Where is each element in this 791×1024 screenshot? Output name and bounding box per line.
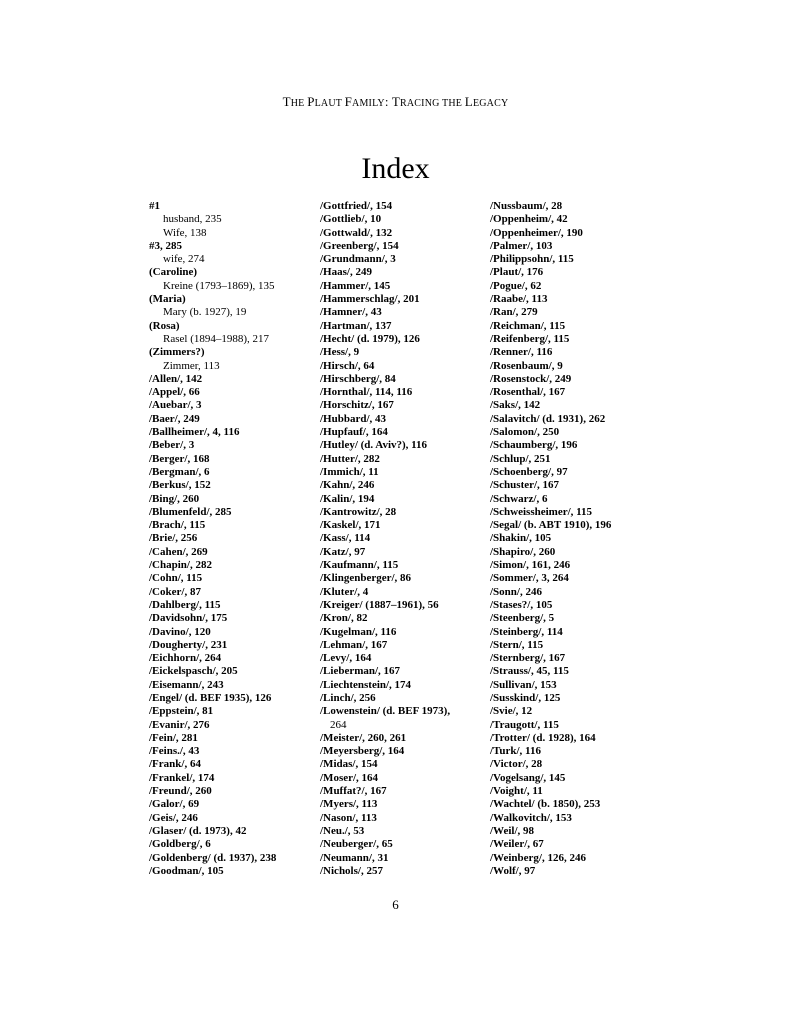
index-entry: /Greenberg/, 154	[320, 239, 399, 252]
index-entry: /Neumann/, 31	[320, 851, 389, 864]
index-entry: /Svie/, 12	[490, 705, 533, 718]
index-entry: /Kaufmann/, 115	[320, 559, 399, 572]
index-entry: /Meister/, 260, 261	[320, 731, 407, 744]
index-entry: /Hupfauf/, 164	[320, 426, 388, 439]
index-entry: /Haas/, 249	[320, 266, 372, 279]
index-entry: /Steinberg/, 114	[490, 625, 563, 638]
index-entry: /Baer/, 249	[149, 412, 200, 425]
index-entry-continuation: 264	[330, 718, 347, 731]
index-entry: /Kron/, 82	[320, 612, 368, 625]
index-entry: /Eisemann/, 243	[149, 678, 224, 691]
index-entry: /Glaser/ (d. 1973), 42	[149, 824, 247, 837]
index-entry: /Midas/, 154	[320, 758, 378, 771]
index-entry: /Simon/, 161, 246	[490, 559, 571, 572]
index-entry: /Galor/, 69	[149, 798, 200, 811]
index-entry: /Wachtel/ (b. 1850), 253	[490, 798, 601, 811]
index-entry: /Shakin/, 105	[490, 532, 552, 545]
index-entry: /Davino/, 120	[149, 625, 211, 638]
index-entry: /Goldberg/, 6	[149, 838, 211, 851]
index-entry: /Schoenberg/, 97	[490, 465, 568, 478]
index-entry: /Nason/, 113	[320, 811, 377, 824]
index-entry: /Kahn/, 246	[320, 479, 375, 492]
index-entry: /Gottfried/, 154	[320, 200, 393, 212]
index-entry: /Oppenheim/, 42	[490, 213, 568, 226]
index-entry: /Rosenstock/, 249	[490, 372, 572, 385]
index-entry: /Hess/, 9	[320, 346, 360, 359]
index-subentry: Kreine (1793–1869), 135	[163, 279, 275, 292]
index-entry: /Schaumberg/, 196	[490, 439, 578, 452]
index-entry: (Rosa)	[149, 319, 180, 332]
index-entry: /Reichman/, 115	[490, 319, 566, 332]
index-entry: /Hartman/, 137	[320, 319, 392, 332]
header-text: HE	[290, 98, 308, 109]
index-entry: /Ballheimer/, 4, 116	[149, 426, 240, 439]
index-entry: /Berkus/, 152	[149, 479, 211, 492]
index-entry: /Segal/ (b. ABT 1910), 196	[490, 519, 612, 532]
index-entry: /Kalin/, 194	[320, 492, 375, 505]
header-text: : T	[384, 94, 400, 109]
index-entry: /Chapin/, 282	[149, 559, 212, 572]
index-entry: /Katz/, 97	[320, 545, 366, 558]
index-entry: /Nichols/, 257	[320, 864, 383, 877]
index-entry: /Strauss/, 45, 115	[490, 665, 569, 678]
index-entry: /Raabe/, 113	[490, 293, 548, 306]
index-entry: /Sternberg/, 167	[490, 652, 566, 665]
index-entry: /Linch/, 256	[320, 691, 376, 704]
index-entry: /Brach/, 115	[149, 519, 206, 532]
index-entry: /Schweissheimer/, 115	[490, 505, 593, 518]
index-entry: /Feins./, 43	[149, 745, 200, 758]
index-entry: /Salomon/, 250	[490, 426, 560, 439]
index-entry: /Lehman/, 167	[320, 638, 388, 651]
index-entry: /Steenberg/, 5	[490, 612, 555, 625]
index-entry: /Hecht/ (d. 1979), 126	[320, 332, 420, 345]
index-entry: /Gottwald/, 132	[320, 226, 393, 239]
index-entry: /Kaskel/, 171	[320, 519, 381, 532]
index-entry: /Rosenbaum/, 9	[490, 359, 563, 372]
index-entry: /Turk/, 116	[490, 745, 541, 758]
index-entry: /Engel/ (d. BEF 1935), 126	[149, 691, 272, 704]
index-entry: /Myers/, 113	[320, 798, 378, 811]
index-entry: /Weiler/, 67	[490, 838, 544, 851]
index-entry: /Hammer/, 145	[320, 279, 391, 292]
index-entry: /Goodman/, 105	[149, 864, 224, 877]
index-entry: /Hirsch/, 64	[320, 359, 375, 372]
index-entry: /Liechtenstein/, 174	[320, 678, 412, 691]
index-entry: /Coker/, 87	[149, 585, 201, 598]
index-entry: /Brie/, 256	[149, 532, 198, 545]
index-entry: /Blumenfeld/, 285	[149, 505, 232, 518]
index-entry: #1	[149, 200, 160, 212]
index-entry: /Immich/, 11	[320, 465, 379, 478]
index-column-1	[149, 200, 309, 878]
index-subentry: Wife, 138	[163, 226, 207, 239]
index-entry: /Appel/, 66	[149, 386, 200, 399]
index-subentry: Zimmer, 113	[163, 359, 220, 372]
index-entry: /Bing/, 260	[149, 492, 200, 505]
index-entry: /Bergman/, 6	[149, 465, 210, 478]
index-entry: /Stern/, 115	[490, 638, 544, 651]
index-entry: /Cohn/, 115	[149, 572, 203, 585]
index-entry: /Traugott/, 115	[490, 718, 559, 731]
index-entry: /Kreiger/ (1887–1961), 56	[320, 598, 439, 611]
index-entry: /Hornthal/, 114, 116	[320, 386, 413, 399]
index-entry: /Evanir/, 276	[149, 718, 210, 731]
header-text: T	[282, 94, 291, 109]
index-entry: /Shapiro/, 260	[490, 545, 556, 558]
index-entry: /Neuberger/, 65	[320, 838, 393, 851]
index-entry: /Walkovitch/, 153	[490, 811, 572, 824]
index-entry: /Susskind/, 125	[490, 691, 561, 704]
index-entry: /Salavitch/ (d. 1931), 262	[490, 412, 606, 425]
index-entry: /Allen/, 142	[149, 372, 203, 385]
index-entry: /Oppenheimer/, 190	[490, 226, 583, 239]
index-entry: /Frankel/, 174	[149, 771, 215, 784]
index-entry: /Reifenberg/, 115	[490, 332, 570, 345]
index-entry: /Voight/, 11	[490, 785, 543, 798]
index-entry: /Neu./, 53	[320, 824, 365, 837]
index-entry: /Hutley/ (d. Aviv?), 116	[320, 439, 428, 452]
index-entry: /Meyersberg/, 164	[320, 745, 405, 758]
index-entry: /Hutter/, 282	[320, 452, 380, 465]
index-entry: /Sullivan/, 153	[490, 678, 557, 691]
index-entry: /Rosenthal/, 167	[490, 386, 566, 399]
header-text: RACING THE	[400, 98, 465, 109]
index-entry: /Philippsohn/, 115	[490, 253, 574, 266]
index-entry: /Goldenberg/ (d. 1937), 238	[149, 851, 277, 864]
page-number: 6	[392, 897, 399, 912]
index-entry: /Lieberman/, 167	[320, 665, 401, 678]
index-entry: /Eickelspasch/, 205	[149, 665, 238, 678]
index-entry: /Eppstein/, 81	[149, 705, 214, 718]
header-text: AMILY	[352, 98, 385, 109]
index-subentry: wife, 274	[163, 253, 205, 266]
index-entry: /Dougherty/, 231	[149, 638, 228, 651]
index-entry: /Sommer/, 3, 264	[490, 572, 569, 585]
index-entry: /Kugelman/, 116	[320, 625, 397, 638]
index-entry: /Saks/, 142	[490, 399, 541, 412]
index-entry: /Pogue/, 62	[490, 279, 542, 292]
index-entry: /Hubbard/, 43	[320, 412, 387, 425]
index-subentry: Rasel (1894–1988), 217	[163, 332, 270, 345]
index-entry: /Moser/, 164	[320, 771, 379, 784]
index-entry: /Wolf/, 97	[490, 864, 536, 877]
index-entry: (Caroline)	[149, 266, 198, 279]
index-entry: /Grundmann/, 3	[320, 253, 396, 266]
index-entry: /Palmer/, 103	[490, 239, 553, 252]
index-entry: /Horschitz/, 167	[320, 399, 394, 412]
index-entry: /Levy/, 164	[320, 652, 372, 665]
index-entry: /Nussbaum/, 28	[490, 200, 563, 212]
index-column-2	[320, 200, 480, 878]
index-entry: /Auebar/, 3	[149, 399, 202, 412]
index-column-3	[490, 200, 665, 878]
index-entry: /Weinberg/, 126, 246	[490, 851, 586, 864]
index-entry: /Vogelsang/, 145	[490, 771, 566, 784]
index-entry: /Kluter/, 4	[320, 585, 369, 598]
index-entry: /Ran/, 279	[490, 306, 538, 319]
index-entry: /Klingenberger/, 86	[320, 572, 412, 585]
index-entry: /Sonn/, 246	[490, 585, 542, 598]
index-entry: /Freund/, 260	[149, 785, 212, 798]
index-subentry: husband, 235	[163, 213, 222, 226]
index-entry: /Davidsohn/, 175	[149, 612, 228, 625]
running-header	[0, 94, 791, 110]
index-entry: /Stases?/, 105	[490, 598, 553, 611]
index-entry: /Cahen/, 269	[149, 545, 208, 558]
index-entry: /Plaut/, 176	[490, 266, 544, 279]
index-entry: #3, 285	[149, 239, 182, 252]
index-entry: /Gottlieb/, 10	[320, 213, 382, 226]
index-entry: /Hirschberg/, 84	[320, 372, 396, 385]
header-text: F	[344, 94, 353, 109]
index-entry: /Renner/, 116	[490, 346, 553, 359]
index-entry: (Zimmers?)	[149, 346, 205, 359]
index-entry: /Muffat?/, 167	[320, 785, 387, 798]
index-entry: /Kantrowitz/, 28	[320, 505, 397, 518]
index-entry: /Beber/, 3	[149, 439, 195, 452]
index-entry: /Lowenstein/ (d. BEF 1973),	[320, 705, 451, 718]
page-title: Index	[361, 152, 430, 185]
index-entry: /Hamner/, 43	[320, 306, 382, 319]
index-entry: /Hammerschlag/, 201	[320, 293, 420, 306]
index-entry: /Eichhorn/, 264	[149, 652, 222, 665]
header-text: P	[307, 94, 315, 109]
index-entry: /Schwarz/, 6	[490, 492, 548, 505]
index-entry: /Berger/, 168	[149, 452, 210, 465]
index-entry: /Fein/, 281	[149, 731, 198, 744]
index-entry: /Dahlberg/, 115	[149, 598, 221, 611]
index-entry: /Frank/, 64	[149, 758, 201, 771]
index-entry: /Schlup/, 251	[490, 452, 551, 465]
header-text: L	[464, 94, 473, 109]
index-entry: /Weil/, 98	[490, 824, 534, 837]
index-entry: /Geis/, 246	[149, 811, 198, 824]
header-text: EGACY	[472, 98, 509, 109]
index-entry: /Schuster/, 167	[490, 479, 560, 492]
index-entry: /Victor/, 28	[490, 758, 543, 771]
index-entry: (Maria)	[149, 293, 186, 306]
index-entry: /Trotter/ (d. 1928), 164	[490, 731, 596, 744]
index-entry: /Kass/, 114	[320, 532, 371, 545]
header-text: LAUT	[314, 98, 345, 109]
index-subentry: Mary (b. 1927), 19	[163, 306, 247, 319]
